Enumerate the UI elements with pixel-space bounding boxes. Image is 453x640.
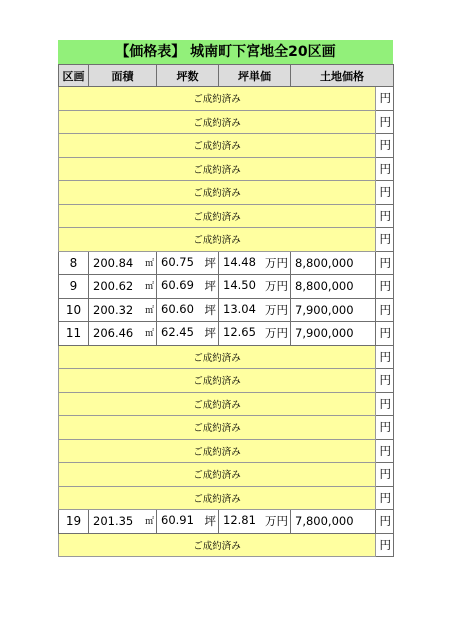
table-row [59, 322, 394, 346]
price-value: 7,900,000 [295, 302, 354, 317]
header-lot: 区画 [59, 65, 89, 87]
table-row [59, 345, 394, 369]
area-value: 200.62 [93, 279, 134, 294]
sold-label: ご成約済み [59, 533, 376, 557]
price-cell [291, 510, 376, 534]
price-cell [291, 298, 376, 322]
price-value: 7,800,000 [295, 514, 354, 529]
unit-price-cell [219, 298, 291, 322]
yen-unit: 円 [376, 251, 394, 275]
sold-label: ご成約済み [59, 369, 376, 393]
yen-unit: 円 [376, 228, 394, 252]
unit-price-unit: 万円 [265, 514, 288, 529]
yen-unit: 円 [376, 369, 394, 393]
unit-price-unit: 万円 [265, 279, 288, 294]
sheet-title: 【価格表】 城南町下宮地全20区画 [58, 40, 393, 64]
yen-unit: 円 [376, 181, 394, 205]
yen-unit: 円 [376, 157, 394, 181]
tsubo-value: 60.60 [161, 301, 194, 316]
tsubo-cell [157, 322, 219, 346]
header-unit-price: 坪単価 [219, 65, 291, 87]
sold-label: ご成約済み [59, 416, 376, 440]
sold-label: ご成約済み [59, 486, 376, 510]
table-row [59, 110, 394, 134]
tsubo-value: 60.75 [161, 254, 194, 269]
price-cell [291, 322, 376, 346]
area-unit: ㎡ [144, 282, 154, 293]
header-tsubo: 坪数 [157, 65, 219, 87]
table-row [59, 87, 394, 111]
lot-number: 10 [59, 298, 89, 322]
unit-price-value: 13.04 [223, 301, 256, 316]
tsubo-unit: 坪 [204, 255, 216, 270]
sold-label: ご成約済み [59, 345, 376, 369]
price-cell [291, 275, 376, 299]
sold-label: ご成約済み [59, 134, 376, 158]
area-cell [89, 298, 157, 322]
yen-unit: 円 [376, 110, 394, 134]
area-value: 200.84 [93, 255, 134, 270]
unit-price-value: 12.81 [223, 513, 256, 528]
tsubo-unit: 坪 [204, 326, 216, 341]
table-row [59, 369, 394, 393]
yen-unit: 円 [376, 533, 394, 557]
tsubo-cell [157, 251, 219, 275]
price-value: 7,900,000 [295, 326, 354, 341]
area-unit: ㎡ [144, 305, 154, 316]
yen-unit: 円 [376, 87, 394, 111]
tsubo-unit: 坪 [204, 302, 216, 317]
unit-price-value: 14.48 [223, 254, 256, 269]
price-sheet [58, 40, 393, 557]
table-row [59, 392, 394, 416]
sold-label: ご成約済み [59, 463, 376, 487]
price-table [58, 64, 394, 557]
price-value: 8,800,000 [295, 255, 354, 270]
yen-unit: 円 [376, 345, 394, 369]
sold-label: ご成約済み [59, 228, 376, 252]
header-area: 面積 [89, 65, 157, 87]
table-row [59, 533, 394, 557]
table-row [59, 157, 394, 181]
sold-label: ご成約済み [59, 110, 376, 134]
yen-unit: 円 [376, 486, 394, 510]
table-body [59, 87, 394, 557]
tsubo-value: 62.45 [161, 325, 194, 340]
unit-price-cell [219, 322, 291, 346]
sold-label: ご成約済み [59, 157, 376, 181]
table-row [59, 181, 394, 205]
table-row [59, 204, 394, 228]
sold-label: ご成約済み [59, 439, 376, 463]
yen-unit: 円 [376, 439, 394, 463]
yen-unit: 円 [376, 204, 394, 228]
unit-price-unit: 万円 [265, 302, 288, 317]
unit-price-cell [219, 275, 291, 299]
sold-label: ご成約済み [59, 181, 376, 205]
yen-unit: 円 [376, 463, 394, 487]
unit-price-unit: 万円 [265, 255, 288, 270]
table-row [59, 416, 394, 440]
table-row [59, 486, 394, 510]
area-value: 201.35 [93, 514, 134, 529]
area-cell [89, 322, 157, 346]
lot-number: 8 [59, 251, 89, 275]
area-cell [89, 275, 157, 299]
sold-label: ご成約済み [59, 392, 376, 416]
area-value: 206.46 [93, 326, 134, 341]
table-row [59, 228, 394, 252]
lot-number: 9 [59, 275, 89, 299]
table-row [59, 251, 394, 275]
table-row [59, 439, 394, 463]
tsubo-cell [157, 510, 219, 534]
tsubo-value: 60.69 [161, 278, 194, 293]
price-value: 8,800,000 [295, 279, 354, 294]
yen-unit: 円 [376, 275, 394, 299]
tsubo-cell [157, 298, 219, 322]
unit-price-value: 14.50 [223, 278, 256, 293]
area-value: 200.32 [93, 302, 134, 317]
tsubo-cell [157, 275, 219, 299]
tsubo-unit: 坪 [204, 514, 216, 529]
table-row [59, 134, 394, 158]
yen-unit: 円 [376, 134, 394, 158]
sold-label: ご成約済み [59, 87, 376, 111]
yen-unit: 円 [376, 510, 394, 534]
unit-price-cell [219, 510, 291, 534]
area-unit: ㎡ [144, 517, 154, 528]
price-cell [291, 251, 376, 275]
area-cell [89, 251, 157, 275]
area-cell [89, 510, 157, 534]
header-row [59, 65, 394, 87]
lot-number: 19 [59, 510, 89, 534]
yen-unit: 円 [376, 392, 394, 416]
yen-unit: 円 [376, 322, 394, 346]
tsubo-value: 60.91 [161, 513, 194, 528]
table-row [59, 510, 394, 534]
unit-price-cell [219, 251, 291, 275]
lot-number: 11 [59, 322, 89, 346]
unit-price-unit: 万円 [265, 326, 288, 341]
tsubo-unit: 坪 [204, 279, 216, 294]
yen-unit: 円 [376, 298, 394, 322]
header-land-price: 土地価格 [291, 65, 394, 87]
area-unit: ㎡ [144, 329, 154, 340]
table-row [59, 463, 394, 487]
unit-price-value: 12.65 [223, 325, 256, 340]
area-unit: ㎡ [144, 258, 154, 269]
yen-unit: 円 [376, 416, 394, 440]
sold-label: ご成約済み [59, 204, 376, 228]
table-row [59, 275, 394, 299]
table-row [59, 298, 394, 322]
